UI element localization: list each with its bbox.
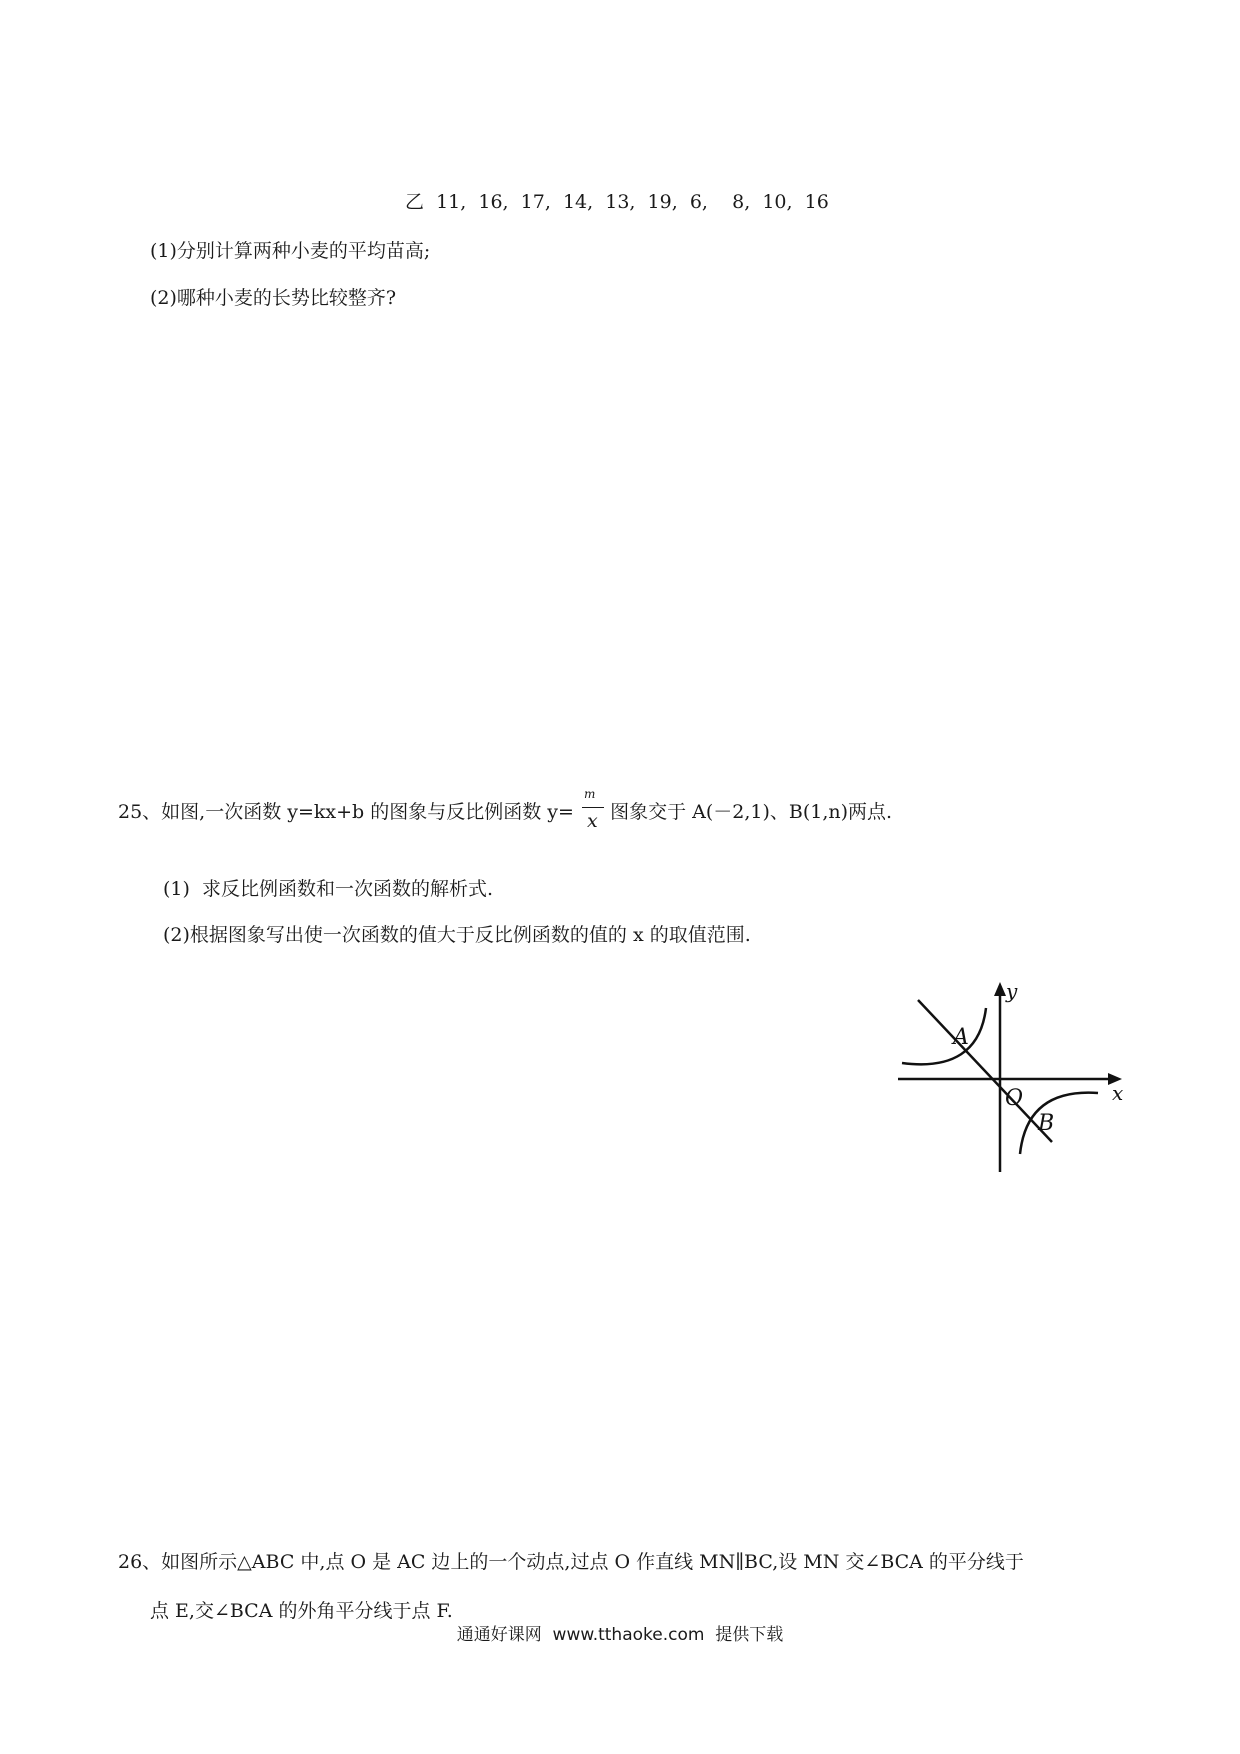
fraction-bar [582,807,604,808]
label-y: y [1006,979,1018,1003]
label-x: x [1112,1081,1124,1105]
q25-stem [118,787,893,832]
label-a: A [953,1025,969,1050]
function-graph-figure [890,970,1140,1180]
q24-part1: (1)分别计算两种小麦的平均苗高; [150,240,431,262]
fraction-m-over-x [580,787,604,832]
data-row-values: 11, 16, 17, 14, 13, 19, 6, 8, 10, 16 [436,191,829,213]
q25-part1: (1) 求反比例函数和一次函数的解析式. [163,878,494,900]
hyperbola-branch-lower-right [1020,1093,1098,1154]
q24-part2: (2)哪种小麦的长势比较整齐? [150,287,397,309]
hyperbola-branch-upper-left [902,1008,986,1064]
y-axis-arrow-icon [994,982,1006,996]
data-row [405,193,829,212]
q25-stem-before: 25、如图,一次函数 y=kx+b 的图象与反比例函数 y= [118,801,574,823]
q26-line2: 点 E,交∠BCA 的外角平分线于点 F. [150,1600,453,1622]
q26-line1: 26、如图所示△ABC 中,点 O 是 AC 边上的一个动点,过点 O 作直线 MN∥BC,设 MN 交∠BCA 的平分线于 [118,1551,1024,1573]
q25-stem-after: 图象交于 A(－2,1)、B(1,n)两点. [610,801,893,823]
fraction-numerator: m [584,787,596,801]
label-b: B [1038,1111,1055,1136]
data-row-label: 乙 [405,191,425,213]
footer-source: 通通好课网 www.tthaoke.com 提供下载 [456,1625,784,1645]
linear-function-line [918,1000,1055,1142]
label-o: O [1005,1086,1024,1111]
q25-part2: (2)根据图象写出使一次函数的值大于反比例函数的值的 x 的取值范围. [163,924,751,946]
fraction-denominator: x [587,810,598,832]
